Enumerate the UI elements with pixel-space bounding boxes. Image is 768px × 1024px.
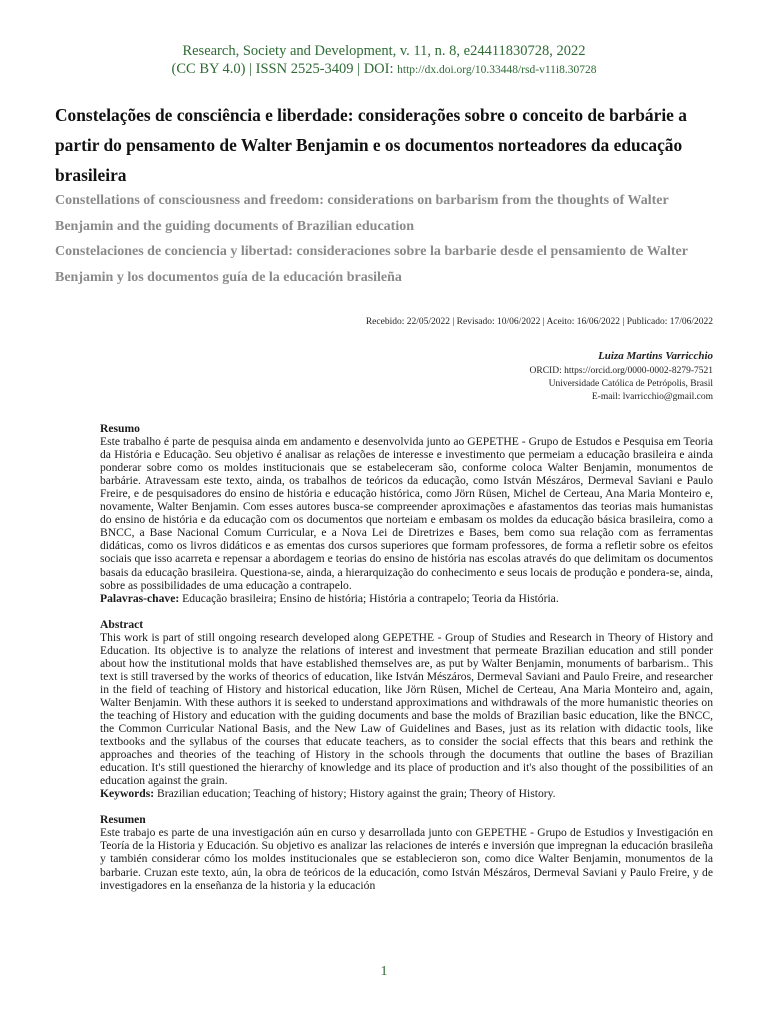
doi-link[interactable]: http://dx.doi.org/10.33448/rsd-v11i8.30728 [397, 64, 597, 76]
resumo-keywords-text: Educação brasileira; Ensino de história; História a contrapelo; Teoria da História. [179, 591, 559, 605]
author-affiliation: Universidade Católica de Petrópolis, Brasil [548, 379, 713, 389]
resumo-text: Este trabalho é parte de pesquisa ainda em andamento e desenvolvida junto ao GEPETHE - Grupo de Estudos e Pesquisa em Teoria da História e Educação. Seu objetivo é analisar as relações de interesse e investimento que permeiam a educação brasileira e ainda ponderar sobre como os moldes institucionais que se estabeleceram são, conforme coloca Walter Benjamin, monumentos de barbárie. Atravessam este texto, ainda, os trabalhos de teóricos da educação, como István Mészáros, Dermeval Saviani e Paulo Freire, e de pesquisadores do ensino de história e educação histórica, como Jörn Rüsen, Michel de Certeau, Ana Maria Monteiro e, novamente, Walter Benjamin. Com esses autores busca-se compreender aproximações e afastamentos das teorias mais humanistas do ensino de história e da educação com os documentos que norteiam e embasam os moldes da educação básica brasileira, como a BNCC, a Base Nacional Comum Curricular, e a Nova Lei de Diretrizes e Bases, bem como sua relação com as ferramentas didáticas, como os livros didáticos e as ementas dos cursos superiores que formam professores, de forma a refletir sobre os efeitos sociais que isso acarreta e repensar a abordagem e teorias do ensino de história nas escolas através do que delimitam os documentos basais da educação brasileira. Questiona-se, ainda, a hierarquização do conhecimento e seus locais de produção e pondera-se, ainda, sobre as possibilidades de uma educação a contrapelo. [100, 435, 713, 592]
resumo-section [100, 422, 713, 605]
title-portuguese: Constelações de consciência e liberdade: considerações sobre o conceito de barbárie a partir do pensamento de Walter Benjamin e os documentos norteadores da educação brasileira [55, 105, 687, 185]
license-issn: (CC BY 4.0) | ISSN 2525-3409 | DOI: [171, 61, 394, 77]
journal-header [0, 42, 768, 79]
author-orcid[interactable]: ORCID: https://orcid.org/0000-0002-8279-7521 [529, 366, 713, 376]
title-spanish: Constelaciones de conciencia y libertad: consideraciones sobre la barbarie desde el pensamiento de Walter Benjamin y los documentos guía de la educación brasileña [55, 244, 688, 285]
abstracts-body [100, 422, 713, 905]
resumen-text: Este trabajo es parte de una investigación aún en curso y desarrollada junto con GEPETHE - Grupo de Estudios y Investigación en Teoría de la Historia y Educación. Su objetivo es analizar las relaciones de interés e inversión que impregnan la educación brasileña y también considerar cómo los moldes institucionales que se establecieron son, como dice Walter Benjamin, monumentos de la barbarie. Cruzan este texto, aún, la obra de teóricos de la educación, como István Mészáros, Dermeval Saviani y Paulo Freire, y de investigadores en la enseñanza de la historia y la educación [100, 826, 713, 892]
resumo-keywords [100, 592, 713, 605]
journal-citation: Research, Society and Development, v. 11, n. 8, e24411830728, 2022 [182, 43, 586, 59]
abstract-text: This work is part of still ongoing research developed along GEPETHE - Group of Studies and Research in Theory of History and Education. Its objective is to analyze the relations of interest and investment that permeate Brazilian education and still ponder about how the institutional molds that have established themselves are, as put by Walter Benjamin, monuments of barbarism.. This text is still traversed by the works of theorics of education, like István Mészáros, Dermeval Saviani and Paulo Freire, and researcher in the field of teaching of History and historical education, like Jörn Rüsen, Michel de Certeau, Ana Maria Monteiro and, again, Walter Benjamin. With these authors it is seeked to understand approximations and withdrawals of the more humanistic theories on the teaching of History and education with the guiding documents and base the molds of Brazilian basic education, like the BNCC, the Common Curricular National Basis, and the New Law of Guidelines and Bases, just as its relation with didactic tools, like textbooks and the syllabus of the courses that educate teachers, as to consider the social effects that this bears and rethink the approaches and theories of the teaching of History in the schools through the documents that outline the bases of Brazilian education. It's still questioned the hierarchy of knowledge and its place of production and it's also thought of the possibilities of an education against the grain. [100, 630, 713, 788]
abstract-keywords-text: Brazilian education; Teaching of history; History against the grain; Theory of History. [154, 787, 556, 801]
journal-license-line [0, 60, 768, 79]
abstract-section [100, 618, 713, 801]
title-english: Constellations of consciousness and freedom: considerations on barbarism from the thoughts of Walter Benjamin and the guiding documents of Brazilian education [55, 193, 669, 234]
author-block [530, 350, 713, 404]
publication-dates: Recebido: 22/05/2022 | Revisado: 10/06/2022 | Aceito: 16/06/2022 | Publicado: 17/06/2022 [365, 317, 713, 327]
author-name: Luiza Martins Varricchio [598, 350, 713, 362]
resumo-heading: Resumo [100, 422, 140, 435]
resumen-heading: Resumen [100, 813, 146, 827]
abstract-keywords [100, 787, 713, 800]
resumen-section [100, 813, 713, 891]
abstract-heading: Abstract [100, 617, 144, 631]
author-email[interactable]: E-mail: lvarricchio@gmail.com [591, 392, 713, 402]
abstract-keywords-label: Keywords: [100, 787, 155, 801]
resumo-keywords-label: Palavras-chave: [100, 591, 180, 605]
page-number: 1 [380, 964, 388, 979]
